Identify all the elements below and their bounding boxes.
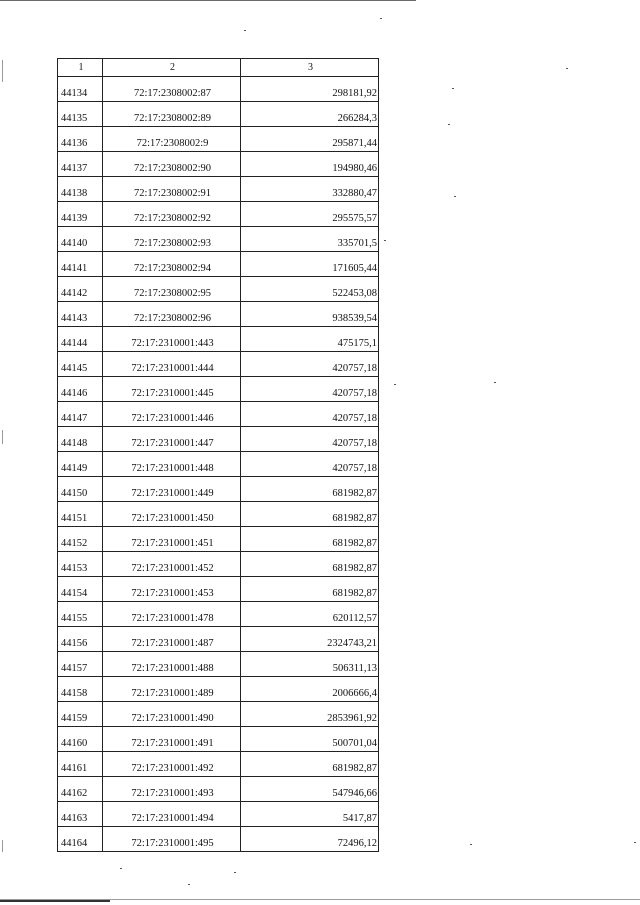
table-row (58, 252, 379, 277)
table-row (58, 352, 379, 377)
row-number-cell: 44162 (58, 777, 103, 802)
value-cell: 420757,18 (241, 427, 379, 452)
cadastral-number-cell: 72:17:2310001:492 (103, 752, 241, 777)
value-cell: 298181,92 (241, 77, 379, 102)
row-number-cell: 44158 (58, 677, 103, 702)
table-row (58, 327, 379, 352)
value-cell: 420757,18 (241, 402, 379, 427)
cadastral-number-cell: 72:17:2308002:92 (103, 202, 241, 227)
value-cell: 475175,1 (241, 327, 379, 352)
cadastral-number-cell: 72:17:2308002:93 (103, 227, 241, 252)
table-row (58, 152, 379, 177)
table-row (58, 127, 379, 152)
scan-border-bottom-mark (0, 900, 110, 902)
cadastral-number-cell: 72:17:2310001:494 (103, 802, 241, 827)
row-number-cell: 44150 (58, 477, 103, 502)
cadastral-number-cell: 72:17:2308002:89 (103, 102, 241, 127)
table-row (58, 377, 379, 402)
table-row (58, 827, 379, 852)
table-row (58, 802, 379, 827)
cadastral-number-cell: 72:17:2310001:443 (103, 327, 241, 352)
column-header: 1 (58, 59, 103, 77)
row-number-cell: 44141 (58, 252, 103, 277)
value-cell: 295871,44 (241, 127, 379, 152)
row-number-cell: 44136 (58, 127, 103, 152)
row-number-cell: 44137 (58, 152, 103, 177)
table-row (58, 177, 379, 202)
cadastral-number-cell: 72:17:2308002:95 (103, 277, 241, 302)
table-row (58, 277, 379, 302)
value-cell: 420757,18 (241, 377, 379, 402)
table-row (58, 777, 379, 802)
scan-speck (566, 68, 568, 69)
value-cell: 2324743,21 (241, 627, 379, 652)
value-cell: 500701,04 (241, 727, 379, 752)
row-number-cell: 44153 (58, 552, 103, 577)
cadastral-number-cell: 72:17:2310001:495 (103, 827, 241, 852)
column-header: 3 (241, 59, 379, 77)
scan-speck (452, 88, 454, 89)
scan-speck (470, 844, 472, 845)
table-row (58, 752, 379, 777)
row-number-cell: 44157 (58, 652, 103, 677)
row-number-cell: 44154 (58, 577, 103, 602)
row-number-cell: 44138 (58, 177, 103, 202)
row-number-cell: 44147 (58, 402, 103, 427)
row-number-cell: 44151 (58, 502, 103, 527)
value-cell: 2006666,4 (241, 677, 379, 702)
table-row (58, 652, 379, 677)
value-cell: 681982,87 (241, 752, 379, 777)
value-cell: 681982,87 (241, 577, 379, 602)
table-row (58, 77, 379, 102)
value-cell: 266284,3 (241, 102, 379, 127)
row-number-cell: 44145 (58, 352, 103, 377)
cadastral-number-cell: 72:17:2310001:447 (103, 427, 241, 452)
table-row (58, 502, 379, 527)
row-number-cell: 44134 (58, 77, 103, 102)
scan-speck (120, 868, 122, 869)
value-cell: 522453,08 (241, 277, 379, 302)
row-number-cell: 44144 (58, 327, 103, 352)
row-number-cell: 44152 (58, 527, 103, 552)
row-number-cell: 44149 (58, 452, 103, 477)
scan-speck (380, 18, 382, 19)
cadastral-number-cell: 72:17:2310001:493 (103, 777, 241, 802)
table-row (58, 102, 379, 127)
row-number-cell: 44155 (58, 602, 103, 627)
cadastral-number-cell: 72:17:2308002:91 (103, 177, 241, 202)
cadastral-number-cell: 72:17:2308002:94 (103, 252, 241, 277)
scan-speck (244, 30, 246, 31)
scan-speck (454, 196, 456, 197)
row-number-cell: 44135 (58, 102, 103, 127)
scan-speck (394, 384, 396, 385)
value-cell: 620112,57 (241, 602, 379, 627)
table-row (58, 202, 379, 227)
table-row (58, 227, 379, 252)
scan-edge-mark (2, 60, 3, 82)
table-row (58, 427, 379, 452)
value-cell: 681982,87 (241, 502, 379, 527)
value-cell: 681982,87 (241, 477, 379, 502)
cadastral-number-cell: 72:17:2310001:489 (103, 677, 241, 702)
cadastral-number-cell: 72:17:2310001:450 (103, 502, 241, 527)
row-number-cell: 44142 (58, 277, 103, 302)
cadastral-number-cell: 72:17:2310001:488 (103, 652, 241, 677)
table-row (58, 552, 379, 577)
table-body (58, 59, 379, 852)
value-cell: 194980,46 (241, 152, 379, 177)
value-cell: 171605,44 (241, 252, 379, 277)
cadastral-number-cell: 72:17:2310001:444 (103, 352, 241, 377)
table-row (58, 477, 379, 502)
scan-edge-mark (2, 430, 3, 444)
table-row (58, 602, 379, 627)
value-cell: 420757,18 (241, 352, 379, 377)
row-number-cell: 44139 (58, 202, 103, 227)
table-row (58, 627, 379, 652)
table-row (58, 402, 379, 427)
scan-edge-mark (2, 840, 3, 852)
row-number-cell: 44143 (58, 302, 103, 327)
cadastral-number-cell: 72:17:2308002:87 (103, 77, 241, 102)
value-cell: 335701,5 (241, 227, 379, 252)
cadastral-number-cell: 72:17:2310001:487 (103, 627, 241, 652)
value-cell: 5417,87 (241, 802, 379, 827)
cadastral-number-cell: 72:17:2310001:451 (103, 527, 241, 552)
table-row (58, 527, 379, 552)
scan-speck (234, 872, 236, 873)
value-cell: 420757,18 (241, 452, 379, 477)
cadastral-number-cell: 72:17:2310001:452 (103, 552, 241, 577)
value-cell: 295575,57 (241, 202, 379, 227)
value-cell: 72496,12 (241, 827, 379, 852)
cadastral-number-cell: 72:17:2310001:453 (103, 577, 241, 602)
row-number-cell: 44159 (58, 702, 103, 727)
cadastral-number-cell: 72:17:2310001:448 (103, 452, 241, 477)
cadastral-number-cell: 72:17:2308002:9 (103, 127, 241, 152)
cadastral-number-cell: 72:17:2310001:449 (103, 477, 241, 502)
scan-speck (384, 240, 386, 241)
row-number-cell: 44140 (58, 227, 103, 252)
table-row (58, 727, 379, 752)
cadastral-number-cell: 72:17:2308002:96 (103, 302, 241, 327)
cadastral-number-cell: 72:17:2308002:90 (103, 152, 241, 177)
cadastral-value-table (57, 58, 379, 852)
table-row (58, 677, 379, 702)
value-cell: 681982,87 (241, 527, 379, 552)
table-row (58, 302, 379, 327)
value-cell: 938539,54 (241, 302, 379, 327)
row-number-cell: 44146 (58, 377, 103, 402)
row-number-cell: 44156 (58, 627, 103, 652)
table-header-row (58, 59, 379, 77)
row-number-cell: 44163 (58, 802, 103, 827)
row-number-cell: 44161 (58, 752, 103, 777)
table-row (58, 452, 379, 477)
scan-speck (494, 382, 496, 383)
table-row (58, 577, 379, 602)
value-cell: 547946,66 (241, 777, 379, 802)
cadastral-number-cell: 72:17:2310001:445 (103, 377, 241, 402)
value-cell: 506311,13 (241, 652, 379, 677)
cadastral-number-cell: 72:17:2310001:478 (103, 602, 241, 627)
row-number-cell: 44164 (58, 827, 103, 852)
column-header: 2 (103, 59, 241, 77)
scan-speck (634, 842, 636, 843)
scan-speck (188, 884, 190, 885)
cadastral-number-cell: 72:17:2310001:491 (103, 727, 241, 752)
row-number-cell: 44148 (58, 427, 103, 452)
cadastral-number-cell: 72:17:2310001:446 (103, 402, 241, 427)
scan-speck (448, 124, 450, 125)
table-row (58, 702, 379, 727)
scan-border-top (0, 0, 416, 1)
value-cell: 332880,47 (241, 177, 379, 202)
row-number-cell: 44160 (58, 727, 103, 752)
value-cell: 2853961,92 (241, 702, 379, 727)
cadastral-number-cell: 72:17:2310001:490 (103, 702, 241, 727)
value-cell: 681982,87 (241, 552, 379, 577)
